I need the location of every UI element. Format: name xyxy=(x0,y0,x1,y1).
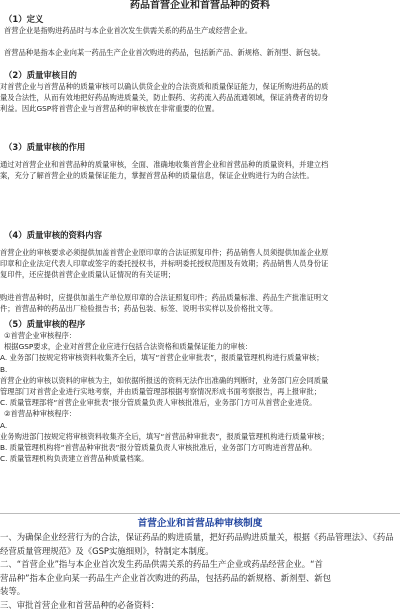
paragraph-line: B. xyxy=(0,364,8,374)
paragraph-line: 首营企业的审核以资料的审核为主，如依据所报送的资料无法作出准确的判断时，业务部门应会同质量 xyxy=(0,375,329,385)
section-review-procedure xyxy=(0,318,400,464)
box-line: 营品种”指本企业向某一药品生产企业首次购进的药品，包括药品的新规格、新剂型、新包 xyxy=(0,572,331,583)
section-review-role xyxy=(0,141,400,181)
paragraph-line: 印章和企业法定代表人印章或签字的委托授权书，并标明委托授权范围及有效期；药品销售人员身份证 xyxy=(0,259,329,269)
paragraph-line: 购进首营品种时，应提供加盖生产单位原印章的合法证照复印件；药品质量标准、药品生产批准证明文 xyxy=(0,292,329,302)
box-line: 装等。 xyxy=(0,586,26,597)
paragraph-line: B. 质量管理机构将“首营品种审批表”报分管质量负责人审核批准后，业务部门方可购进首营品种。 xyxy=(0,443,317,453)
paragraph-line: 管理部门对首营企业进行实地考察，并由质量管理部根据考察情况形成书面考察报告，再上报审批； xyxy=(0,387,322,397)
paragraph-line xyxy=(0,281,400,292)
paragraph-line: 案，充分了解首营企业的质量保证能力，掌握首营品种的质量信息，保证企业购进行为的合法性。 xyxy=(0,171,314,181)
paragraph-line: C. 质量管理部将“首营企业审批表”报分管质量负责人审核批准后，业务部门方可从首营企业进货。 xyxy=(0,398,317,408)
paragraph-line: 利益。因此GSP将首营企业与首营品种的审核放在非常重要的位置。 xyxy=(0,104,219,114)
paragraph-line: 量及合法性，从而有效地把好药品购进质量关，防止假药、劣药流入药品流通领域，保证消费者的切身 xyxy=(0,93,329,103)
box-line: 三、审批首营企业和首营品种的必备资料： xyxy=(0,599,160,610)
section-heading: （2）质量审核目的 xyxy=(4,70,77,80)
paragraph-line: 件；首营品种的药品出厂检验报告书；药品包装、标签、说明书实样以及价格批文等。 xyxy=(0,304,278,314)
box-title: 首营企业和首营品种审核制度 xyxy=(137,518,263,529)
box-line: 二、“首营企业”指与本企业首次发生药品供需关系的药品生产企业或药品经营企业。“首 xyxy=(0,559,323,570)
paragraph-line: ②首营品种审核程序： xyxy=(4,409,77,419)
paragraph-line: 根据GSP要求，企业对首营企业应进行包括合法资格和质量保证能力的审核： xyxy=(4,342,253,352)
review-system-box xyxy=(0,513,400,609)
document-title: 药品首营企业和首营品种的资料 xyxy=(130,0,270,11)
section-definition xyxy=(0,13,400,59)
paragraph-line: C. 质量管理机构负责建立首营品种质量档案。 xyxy=(0,454,149,464)
box-line: 一、为确保企业经营行为的合法，保证药品的购进质量，把好药品购进质量关，根据《药品管理法》、《药品 xyxy=(0,532,394,542)
paragraph-line: A. 业务部门按规定将审核资料收集齐全后，填写“首营企业审批表”，报质量管理机构进行质量审核； xyxy=(0,353,324,363)
paragraph-line xyxy=(0,36,400,47)
section-heading: （3）质量审核的作用 xyxy=(4,142,86,152)
paragraph-line: 业务购进部门按规定将审核资料收集齐全后，填写“首营品种审批表”，报质量管理机构进行质量审核； xyxy=(0,431,329,441)
box-line: 经营质量管理规范》及《GSP实施细则》，特制定本制度。 xyxy=(0,545,214,556)
paragraph-line: 首营品种是指本企业向某一药品生产企业首次购进的药品，包括新产品、新规格、新剂型、新包装。 xyxy=(4,48,326,58)
section-review-materials xyxy=(0,229,400,314)
paragraph-line: ①首营企业审核程序： xyxy=(4,331,77,340)
paragraph-line: 首营企业是指购进药品时与本企业首次发生供需关系的药品生产或经营企业。 xyxy=(4,26,253,35)
section-heading: （4）质量审核的资料内容 xyxy=(4,230,102,240)
paragraph-line: 复印件，还应提供首营企业质量认证情况的有关证明； xyxy=(0,270,176,280)
section-heading: （1）定义 xyxy=(4,14,44,24)
section-heading: （5）质量审核的程序 xyxy=(4,319,86,329)
section-review-purpose xyxy=(0,69,400,115)
paragraph-line: 对首营企业与首营品种的质量审核可以确认供货企业的合法资质和质量保证能力，保证所购进药品的质 xyxy=(0,82,329,91)
paragraph-line: A. xyxy=(0,420,8,430)
paragraph-line: 首营企业的审核要求必须提供加盖首营企业原印章的合法证照复印件；药品销售人员须提供加盖企业原 xyxy=(0,248,329,257)
paragraph-line: 通过对首营企业和首营品种的质量审核，全面、准确地收集首营企业和首营品种的质量资料，并建立档 xyxy=(0,160,329,169)
